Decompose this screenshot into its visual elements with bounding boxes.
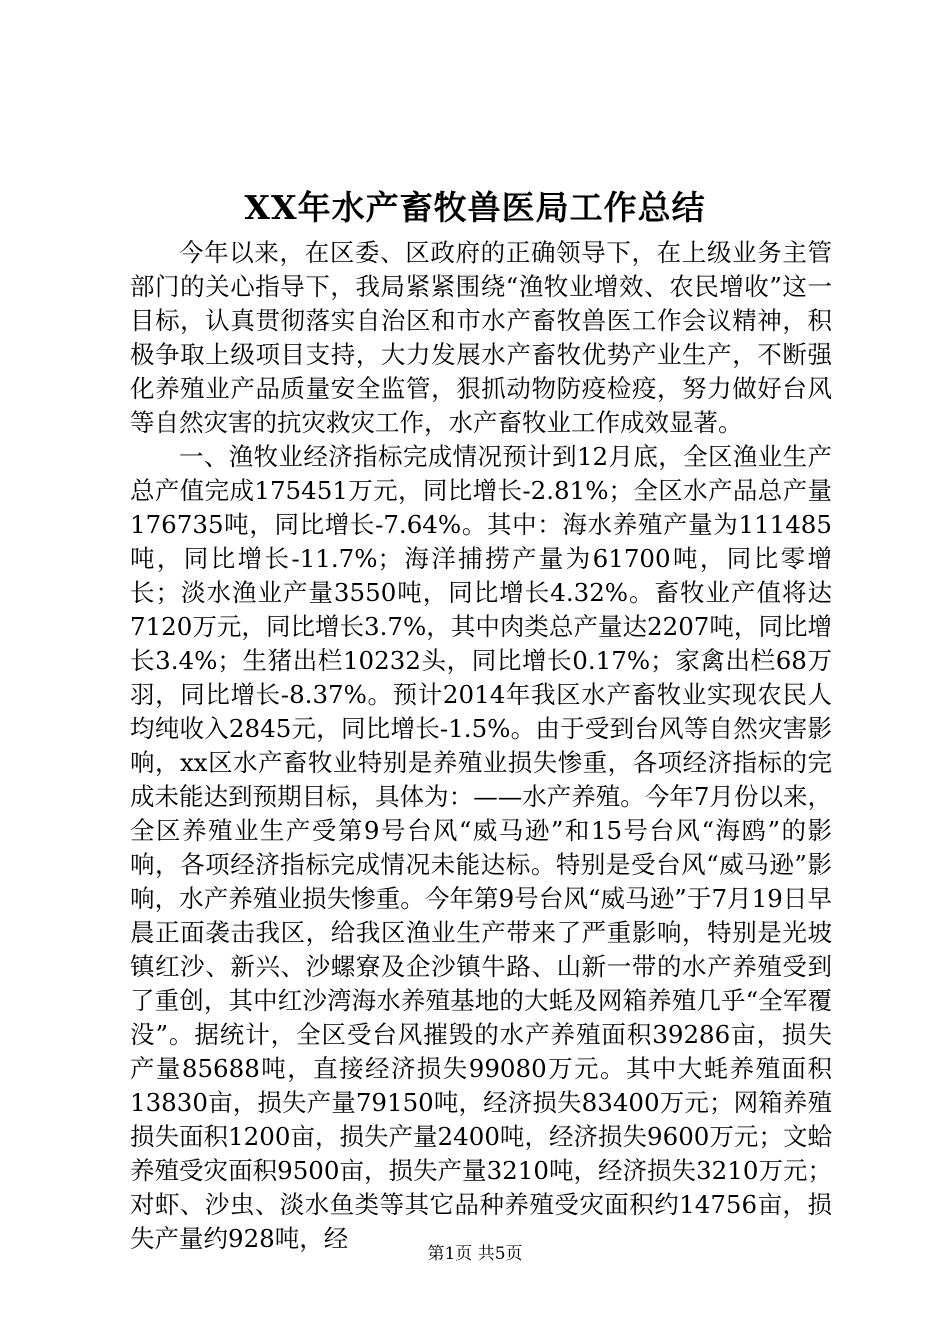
paragraph-intro: 今年以来，在区委、区政府的正确领导下，在上级业务主管部门的关心指导下，我局紧紧围绕“渔牧业增效、农民增收”这一目标，认真贯彻落实自治区和市水产畜牧兽医工作会议精神，积极争取上级项目支持，大力发展水产畜牧优势产业生产，不断强化养殖业产品质量安全监管，狠抓动物防疫检疫，努力做好台风等自然灾害的抗灾救灾工作，水产畜牧业工作成效显著。 xyxy=(130,238,832,437)
document-title: XX年水产畜牧兽医局工作总结 xyxy=(244,188,706,227)
paragraph-indicators: 一、渔牧业经济指标完成情况预计到12月底，全区渔业生产总产值完成175451万元，同比增长-2.81%；全区水产品总产量176735吨，同比增长-7.64%。其中：海水养殖产量为111485吨，同比增长-11.7%；海洋捕捞产量为61700吨，同比零增长；淡水渔业产量3550吨，同比增长4.32%。畜牧业产值将达7120万元，同比增长3.7%，其中肉类总产量达2207吨，同比增长3.4%；生猪出栏10232头，同比增长0.17%；家禽出栏68万羽，同比增长-8.37%。预计2014年我区水产畜牧业实现农民人均纯收入2845元，同比增长-1.5%。由于受到台风等自然灾害影响，xx区水产畜牧业特别是养殖业损失惨重，各项经济指标的完成未能达到预期目标，具体为：——水产养殖。今年7月份以来，全区养殖业生产受第9号台风“威马逊”和15号台风“海鸥”的影响，各项经济指标完成情况未能达标。特别是受台风“威马逊”影响，水产养殖业损失惨重。今年第9号台风“威马逊”于7月19日早晨正面袭击我区，给我区渔业生产带来了严重影响，特别是光坡镇红沙、新兴、沙螺寮及企沙镇牛路、山新一带的水产养殖受到了重创，其中红沙湾海水养殖基地的大蚝及网箱养殖几乎“全军覆没”。据统计，全区受台风摧毁的水产养殖面积39286亩，损失产量85688吨，直接经济损失99080万元。其中大蚝养殖面积13830亩，损失产量79150吨，经济损失83400万元；网箱养殖损失面积1200亩，损失产量2400吨，经济损失9600万元；文蛤养殖受灾面积9500亩，损失产量3210吨，经济损失3210万元；对虾、沙虫、淡水鱼类等其它品种养殖受灾面积约14756亩，损失产量约928吨，经 xyxy=(130,442,832,1253)
page-number-footer: 第1页 共5页 xyxy=(427,1244,523,1264)
document-body xyxy=(130,236,832,1256)
